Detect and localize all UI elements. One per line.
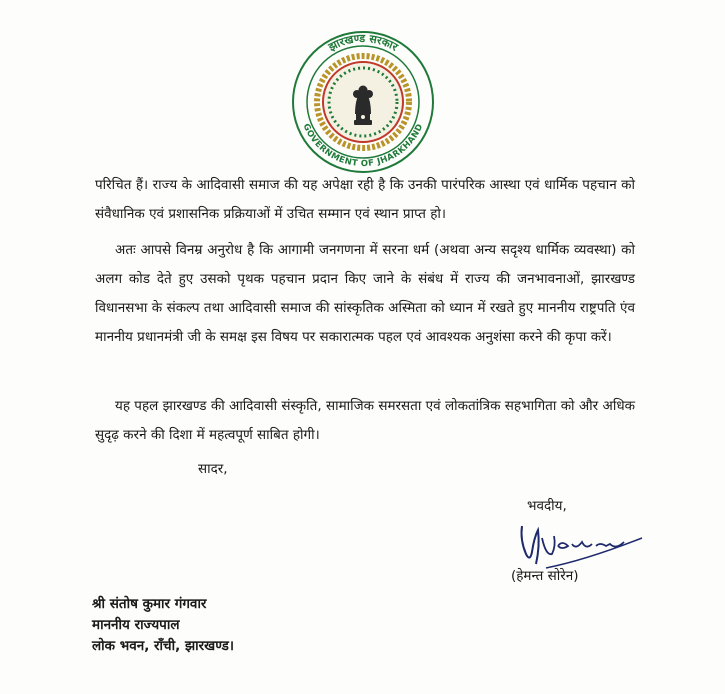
government-seal-icon bbox=[277, 28, 449, 174]
addressee-title: माननीय राज्यपाल bbox=[92, 617, 180, 633]
svg-text:झारखण्ड सरकार bbox=[326, 32, 401, 54]
seal-top-text: झारखण्ड सरकार bbox=[326, 31, 400, 54]
salutation: सादर, bbox=[198, 461, 228, 477]
addressee-address: लोक भवन, राँची, झारखण्ड। bbox=[92, 638, 234, 654]
yours-faithfully: भवदीय, bbox=[527, 498, 567, 514]
seal-bottom-text: GOVERNMENT OF JHARKHAND bbox=[300, 122, 426, 170]
paragraph-2: अतः आपसे विनम्र अनुरोध है कि आगामी जनगणना में सरना धर्म (अथवा अन्य सदृश्य धार्मिक व्यवस्था) को अलग कोड देते हुए उसको पृथक पहचान प्रदान किए जाने के संबंध में राज्य की जनभावनाओं, झारखण्ड विधानसभा के संकल्प तथा आदिवासी समाज की सांस्कृतिक अस्मिता को ध्यान में रखते हुए माननीय राष्ट्रपति एंव माननीय प्रधानमंत्री जी के समक्ष इस विषय पर सकारात्मक पहल एवं आवश्यक अनुशंसा करने की कृपा करें। bbox=[95, 242, 635, 345]
ashoka-emblem-icon bbox=[353, 86, 373, 126]
signer-name: (हेमन्त सोरेन) bbox=[511, 568, 579, 584]
addressee-name: श्री संतोष कुमार गंगवार bbox=[92, 596, 207, 612]
signature-image bbox=[516, 516, 646, 572]
paragraph-3: यह पहल झारखण्ड की आदिवासी संस्कृति, सामाजिक समरसता एवं लोकतांत्रिक सहभागिता को और अधिक सुदृढ़ करने की दिशा में महत्वपूर्ण साबित होगी। bbox=[95, 398, 635, 443]
paragraph-1: परिचित हैं। राज्य के आदिवासी समाज की यह अपेक्षा रही है कि उनकी पारंपरिक आस्था एवं धार्मिक पहचान को संवैधानिक एवं प्रशासनिक प्रक्रियाओं में उचित सम्मान एवं स्थान प्राप्त हो। bbox=[95, 177, 635, 222]
